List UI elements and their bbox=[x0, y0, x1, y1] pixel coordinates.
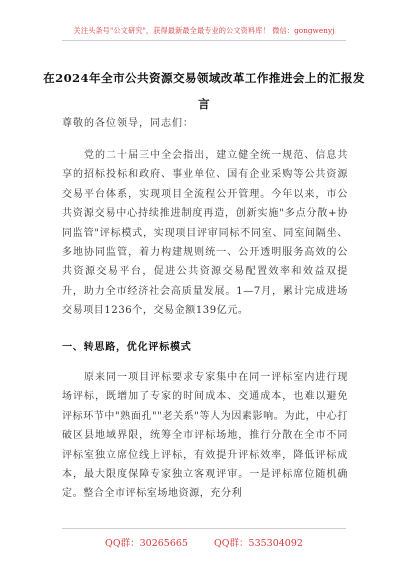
section-heading-1: 一、转思路，优化评标模式 bbox=[62, 342, 192, 353]
footer-qq-group-2: QQ群：535304092 bbox=[213, 538, 303, 549]
footer-contact bbox=[0, 535, 408, 549]
header-banner: 关注头条号"公文研究"，获得最新最全最专业的公文资料库！ 微信：gongwenyj bbox=[73, 26, 335, 35]
body-paragraph-2: 原来同一项目评标要求专家集中在同一评标室内进行现场评标，既增加了专家的时间成本、交通成本，也难以避免评标环节中"熟面孔""老关系"等人为因素影响。为此，中心打破区县地域界限，统筹全市评标场地，推行分散在全市不同评标室独立席位线上评标，有效提升评标效率，降低评标成本，最大限度保障专家独立客观评审。一是评标席位随机确定。整合全市评标室场地资源，充分利 bbox=[62, 372, 348, 500]
body-paragraph-1: 党的二十届三中全会指出，建立健全统一规范、信息共享的招标投标和政府、事业单位、国有企业采购等公共资源交易平台体系，实现项目全流程公开管理。今年以来，市公共资源交易中心持续推进制度再造，创新实施"多点分散+协同监管"评标模式，实现项目评审同标不同室、同室间隔坐、多地协同监管，着力构建规则统一、公开透明服务高效的公共资源交易平台，促进公共资源交易配置效率和效益双提升，助力全市经济社会高质量发展。1—7月，累计完成进场交易项目1236个，交易金额139亿元。 bbox=[62, 150, 348, 317]
salutation: 尊敬的各位领导，同志们： bbox=[62, 118, 194, 129]
footer-divider bbox=[62, 528, 346, 529]
document-title: 在2024年全市公共资源交易领域改革工作推进会上的汇报发言 bbox=[43, 71, 365, 111]
footer-qq-group-1: QQ群：30265665 bbox=[105, 538, 188, 549]
header-divider bbox=[62, 40, 346, 41]
